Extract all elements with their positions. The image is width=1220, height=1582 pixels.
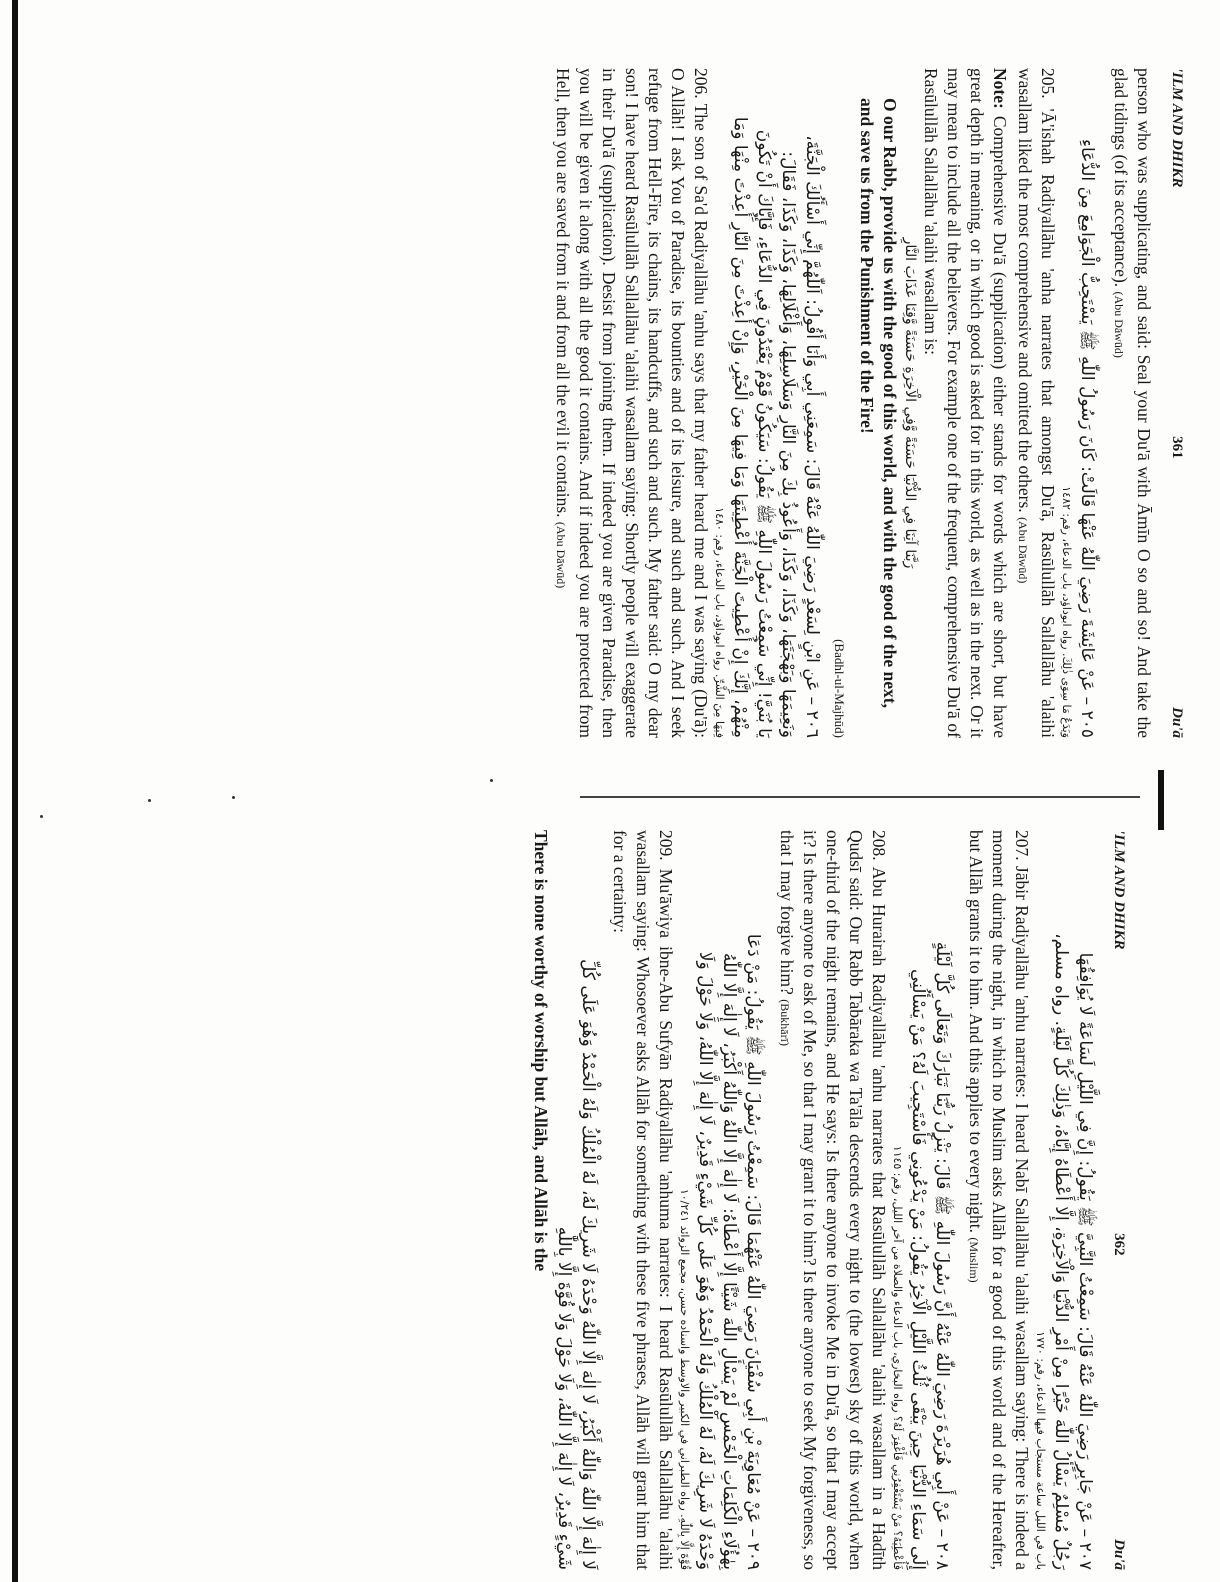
arabic-hadith-206: ٢٠٦ – عَنِ ابْنٍ لِسَعْدٍ رَضِيَ اللّٰهُ عَنْهُ قَالَ: سَمِعَنِي أَبِي وَأَنَا أَقُولُ: اَللّٰهُمَّ إِنِّي أَسْأَلُكَ الْجَنَّةَ، [802,135,822,738]
running-header [1107,830,1130,1570]
verse-source: (Badhl-ul-Majhūd) [832,639,847,738]
dua-translation: There is none worthy of worship but Allāh, and Allāh is the [531,830,551,1272]
scan-speck [490,779,493,782]
hadith-207: 207. Jābir Radiyallāhu 'anhu narrates: I heard Nabī Sallallāhu 'alaihi wasallam saying: There is indeed a moment during the night, in which no Muslim asks Allāh for a good of this world and of the Hereafter, but Allāh grants it to him. And this applies to every night. (Muslim) [966,830,1032,1570]
paragraph-continued: person who was supplicating, and said: Seal your Du'ā with Āmīn O so and so! And take the glad tidings (of its acceptance). (Abu Dāwūd) [1111,68,1154,738]
header-title: 'ILM AND DHIKR [1111,830,1127,950]
gutter-bracket [1158,770,1164,830]
running-header [1165,68,1188,738]
scan-speck [232,796,235,799]
arabic-hadith-209: ٢٠٩ – عَنْ مُعَاوِيَةَ بْنِ أَبِي سُفْيَانَ رَضِيَ اللّٰهُ عَنْهُمَا قَالَ: سَمِعْتُ رَسُولَ اللّٰهِ ﷺ يَقُولُ: مَنْ دَعَا [743,933,763,1570]
arabic-hadith-205: ٢٠٥ – عَنْ عَائِشَةَ رَضِيَ اللّٰهُ عَنْهَا قَالَتْ: كَانَ رَسُولُ اللّٰهِ ﷺ يَسْتَحِبُّ الْجَوَامِعَ مِنَ الدُّعَاءِ [1077,139,1097,738]
arabic-reference-209: قُوَّةَ إِلَّا بِاللّٰهِ. رواه الطبراني في الكبير والاوسط واسناده حسن، مجمع الزوائد ١٠/٢٤١ [678,1188,691,1570]
scan-speck [148,799,151,802]
book-page-362 [80,830,1130,1570]
book-page-361 [128,68,1188,738]
arabic-hadith-207: ٢٠٧ – عَنْ جَابِرٍ رَضِيَ اللّٰهُ عَنْهُ قَالَ: سَمِعْتُ النَّبِيَّ ﷺ يَقُولُ: إِنَّ فِي اللَّيْلِ لَسَاعَةً لَا يُوَافِقُهَا [1075,952,1095,1570]
note-paragraph: Note: Comprehensive Du'ā (supplication) either stands for words which are short, but have great depth in meaning, or in which good is asked for in this world, as well as in the next. Or it may mean to include all the believers. For example one of the frequent, comprehensive Du'ā of Rasūlullāh Sallallāhu 'alaihi wasallam is: [921,68,1010,738]
arabic-reference-206: فِيهَا مِنَ الشَّرِّ. رواه ابوداؤد، باب الدعاء، رقم: ١٤٨٠ [713,507,726,738]
page-number: 361 [1169,436,1185,459]
arabic-dua-209-line2: شَيْءٍ قَدِيرٌ، لَا إِلٰهَ إِلَّا اللّٰهُ، وَلَا حَوْلَ وَلَا قُوَّةَ إِلَّا بِاللّٰهِ [554,1226,574,1570]
page-number: 362 [1111,1233,1127,1256]
arabic-dua-209: لَا إِلٰهَ إِلَّا اللّٰهُ وَاللّٰهُ أَكْبَرُ، لَا إِلٰهَ إِلَّا اللّٰهُ وَحْدَهُ لَا شَرِيكَ لَهُ، لَهُ الْمُلْكُ وَلَهُ الْحَمْدُ وَهُوَ عَلَى كُلِّ [578,959,598,1570]
binding-edge-left [12,0,18,1582]
header-section: Du'ā [1111,1539,1127,1570]
arabic-hadith-209-line2: بِهٰؤُلَاءِ الْكَلِمَاتِ الْخَمْسِ لَمْ يَسْأَلِ اللّٰهَ شَيْئًا إِلَّا أَعْطَاهُ: لَا إِلٰهَ إِلَّا اللّٰهُ وَاللّٰهُ أَكْبَرُ، لَا إِلٰهَ إِلَّا اللّٰهُ [719,952,739,1570]
verse-translation: O our Rabb, provide us with the good of this world, and with the good of the next, and save us from the Punishment of the Fire! [857,98,900,708]
arabic-hadith-206-line2: وَنَعِيمَهَا وَبَهْجَتَهَا، وَكَذَا، وَكَذَا، وَأَعُوذُ بِكَ مِنَ النَّارِ وَسَلَاسِلِهَا، وَأَغْلَالِهَا، وَكَذَا، وَكَذَا، فَقَالَ: [778,151,798,738]
arabic-hadith-207-line2: رَجُلٌ مُسْلِمٌ يَسْأَلُ اللّٰهَ خَيْرًا مِنْ أَمْرِ الدُّنْيَا وَالْآخِرَةِ، إِلَّا أَعْطَاهُ إِيَّاهُ، وَذٰلِكَ كُلَّ لَيْلَةٍ. رواه مسلم، [1051,933,1071,1570]
arabic-reference-207: باب في الليل ساعة مستجاب فيها الدعاء، رقم: ١٧٧٠ [1034,1331,1047,1570]
header-section: Du'ā [1169,707,1185,738]
arabic-hadith-206-line3: يَا بُنَيَّ! إِنِّي سَمِعْتُ رَسُولَ اللّٰهِ ﷺ يَقُولُ: سَيَكُونُ قَوْمٌ يَعْتَدُونَ فِي الدُّعَاءِ، فَإِيَّاكَ أَنْ تَكُونَ [754,129,774,738]
hadith-205: 205. 'Ā'ishah Radiyallāhu 'anha narrates that amongst Du'ā, Rasūlullāh Sallallāhu 'alaihi wasallam liked the most comprehensive and omitted the others. (Abu Dāwūd) [1015,68,1058,738]
arabic-reference-208: فَأُعْطِيَهُ؟ مَنْ يَسْتَغْفِرُنِي فَأَغْفِرَ لَهُ؟ رواه البخاري، باب الدعاء والصلاة من آخر الليل، رقم: ١١٤٥ [891,1145,904,1570]
arabic-verse: رَبَّنَا آتِنَا فِي الدُّنْيَا حَسَنَةً وَّفِي الْآخِرَةِ حَسَنَةً وَّقِنَا عَذَابَ النَّارِ [902,237,918,569]
scan-speck [40,815,43,818]
gutter-line [580,796,1140,798]
arabic-hadith-208: ٢٠٨ – عَنْ أَبِي هُرَيْرَةَ رَضِيَ اللّٰهُ عَنْهُ أَنَّ رَسُولَ اللّٰهِ ﷺ قَالَ: يَنْزِلُ رَبُّنَا تَبَارَكَ وَتَعَالَى كُلَّ لَيْلَةٍ [932,941,952,1570]
arabic-hadith-206-line4: مِنْهُمْ، إِنَّكَ إِنْ أُعْطِيتَ الْجَنَّةَ أُعْطِيتَهَا وَمَا فِيهَا مِنَ الْخَيْرِ، وَإِنْ أُعِذْتَ مِنَ النَّارِ أُعِذْتَ مِنْهَا وَمَا [730,116,750,738]
header-title: 'ILM AND DHIKR [1169,68,1185,188]
hadith-208: 208. Abu Hurairah Radiyallāhu 'anhu narrates that Rasūlullāh Sallallāhu 'alaihi wasallam in a Hadīth Qudsī said: Our Rabb Tabāraka wa Ta'āla descends every night to (the lowest) sky of this world, when one-third of the night remains, and He says: Is there anyone to invoke Me in Du'ā, so that I may accept it? Is there anyone to ask of Me, so that I may grant it to him? Is there anyone to seek My forgiveness, so that I may forgive him? (Bukhārī) [777,830,889,1570]
arabic-reference-205: وَيَدَعُ مَا سِوَى ذٰلِكَ. رواه ابوداؤد، باب الدعاء، رقم: ١٤٨٢ [1060,486,1073,738]
arabic-hadith-209-line3: وَحْدَهُ لَا شَرِيكَ لَهُ، لَهُ الْمُلْكُ وَلَهُ الْحَمْدُ وَهُوَ عَلَى كُلِّ شَيْءٍ قَدِيرٌ، لَا إِلٰهَ إِلَّا اللّٰهُ، وَلَا حَوْلَ وَلَا [695,951,715,1570]
arabic-hadith-208-line2: إِلَى سَمَاءِ الدُّنْيَا حِينَ يَبْقَى ثُلُثُ اللَّيْلِ الْآخِرُ يَقُولُ: مَنْ يَدْعُونِي فَأَسْتَجِيبَ لَهُ؟ مَنْ يَسْأَلُنِي [908,968,928,1570]
hadith-206: 206. The son of Sa'd Radiyallāhu 'anhu says that my father heard me and I was saying (Du'ā): O Allāh! I ask You of Paradise, its bounties and of its leisure, and such and such. And I seek refuge from Hell-Fire, its chains, its handcuffs, and such and such. My father said: O my dear son! I have heard Rasūlullāh Sallallāhu 'alaihi wasallam saying: Shortly people will exaggerate in their Du'ā (supplication). Desist from joining them. If indeed you are given Paradise, then you will be given it along with all the good it contains. And if indeed you are protected from Hell, then you are saved from it and from all the evil it contains. (Abu Dāwūd) [553,68,711,738]
hadith-209: 209. Mu'āwiya ibne-Abu Sufyān Radiyallāhu 'anhuma narrates: I heard Rasūlullāh Sallallāhu 'alaihi wasallam saying: Whosoever asks Allāh for something with these five phrases, Allāh will grant him that for a certainty: [610,830,676,1570]
